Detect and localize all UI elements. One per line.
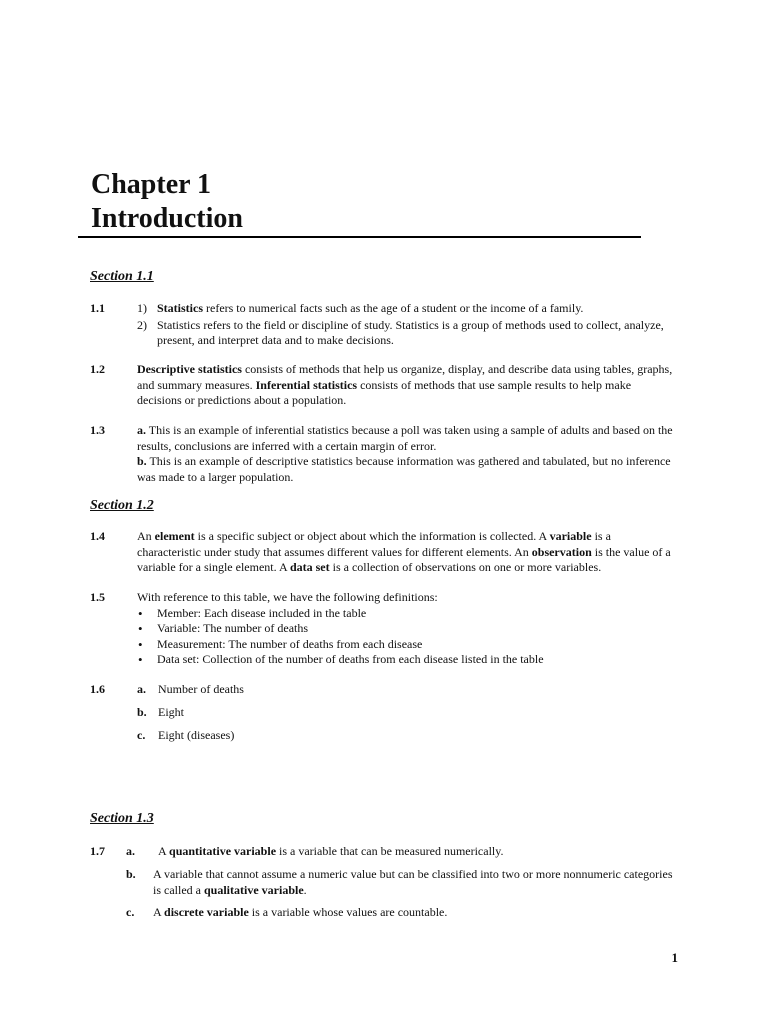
part-label: a. (126, 844, 135, 858)
part-label: a. (137, 423, 146, 437)
term-quantitative-variable: quantitative variable (169, 844, 277, 858)
text-run: consists of methods that help us organize, display, and describe data using tables, graphs, and summary measures. (137, 362, 673, 392)
exercise-number-1-4: 1.4 (90, 529, 105, 543)
exercise-1-5-body (137, 590, 677, 668)
list-item (137, 301, 677, 317)
bullet-icon: • (138, 636, 143, 652)
bullet-icon: • (138, 605, 143, 621)
exercise-1-1-body (137, 301, 677, 350)
term-descriptive-statistics: Descriptive statistics (137, 362, 242, 376)
list-item (137, 621, 677, 637)
item-text: Variable: The number of deaths (157, 621, 309, 635)
item-text: Member: Each disease included in the table (157, 605, 367, 620)
exercise-1-2-body (137, 362, 677, 409)
chapter-heading (91, 168, 243, 236)
part-label: a. (137, 682, 146, 696)
section-heading-1-2: Section 1.2 (90, 498, 154, 513)
list-item (137, 652, 677, 668)
term-statistics: Statistics (157, 301, 203, 315)
text-run: An (137, 529, 155, 543)
exercise-1-6-part-a (137, 682, 244, 698)
text-run: A variable that cannot assume a numeric value but can be classified into two or more nonnumeric categories is called a (153, 867, 673, 897)
exercise-number-1-3: 1.3 (90, 423, 105, 437)
item-text: Data set: Collection of the number of deaths from each disease listed in the table (157, 652, 544, 666)
exercise-number-1-2: 1.2 (90, 362, 105, 376)
part-label: c. (137, 728, 146, 742)
page-number: 1 (671, 950, 678, 965)
text-run: A (153, 905, 165, 919)
item-text: Statistics refers to the field or discipline of study. Statistics is a group of methods used to collect, analyze, present, and interpret data and to make decisions. (157, 317, 664, 347)
section-heading-1-1: Section 1.1 (90, 269, 154, 284)
part-text: Eight (diseases) (158, 728, 235, 742)
chapter-number: Chapter 1 (91, 169, 212, 200)
term-discrete-variable: discrete variable (164, 905, 249, 919)
part-label: b. (137, 705, 147, 719)
part-b (137, 454, 677, 485)
text-run: A (158, 844, 170, 858)
text-run: . (303, 882, 307, 897)
exercise-number-1-6: 1.6 (90, 682, 105, 696)
item-text: Measurement: The number of deaths from each disease (157, 636, 423, 651)
part-text: Eight (158, 705, 184, 719)
exercise-intro: With reference to this table, we have the following definitions: (137, 590, 438, 604)
text-run: is a characteristic under study that assumes different values for different elements. An (137, 529, 611, 559)
bullet-icon: • (138, 621, 143, 636)
exercise-number-1-7: 1.7 (90, 844, 105, 858)
list-marker: 1) (137, 301, 147, 315)
chapter-title: Introduction (91, 203, 243, 234)
text-run: is a specific subject or object about which the information is collected. A (194, 529, 550, 543)
section-heading-1-3: Section 1.3 (90, 811, 154, 826)
exercise-1-7-part-c (153, 905, 673, 921)
term-data-set: data set (289, 560, 330, 574)
exercise-1-7-part-b (153, 867, 673, 898)
bullet-icon: • (138, 652, 143, 667)
part-text: Number of deaths (158, 682, 244, 696)
term-inferential-statistics: Inferential statistics (255, 377, 358, 392)
part-a (137, 423, 677, 454)
text-run: is a variable whose values are countable. (248, 905, 448, 919)
part-label: b. (137, 454, 147, 468)
item-text: refers to numerical facts such as the age of a student or the income of a family. (203, 301, 584, 315)
part-label: b. (126, 867, 136, 881)
part-label: c. (126, 905, 135, 919)
term-element: element (154, 529, 195, 543)
text-run: is the value of a variable for a single element. A (137, 544, 671, 574)
text-run: is a collection of observations on one or more variables. (329, 560, 602, 574)
exercise-number-1-5: 1.5 (90, 590, 105, 604)
term-observation: observation (531, 544, 592, 559)
heading-rule (78, 236, 641, 238)
part-text: This is an example of descriptive statistics because information was gathered and tabulated, but no inference was made to a larger population. (137, 454, 671, 484)
list-item (137, 318, 677, 349)
text-run: is a variable that can be measured numerically. (276, 844, 504, 858)
exercise-1-6-part-c (137, 728, 235, 744)
list-item (137, 606, 677, 622)
term-qualitative-variable: qualitative variable (203, 882, 304, 897)
exercise-1-3-body (137, 423, 677, 485)
exercise-1-6-part-b (137, 705, 184, 721)
list-item (137, 637, 677, 653)
list-marker: 2) (137, 317, 147, 332)
part-text: This is an example of inferential statistics because a poll was taken using a sample of adults and based on the results, conclusions are inferred with a certain margin of error. (137, 423, 673, 453)
exercise-1-7-part-a (158, 844, 678, 860)
exercise-number-1-1: 1.1 (90, 301, 105, 315)
term-variable: variable (549, 529, 592, 543)
exercise-1-4-body (137, 529, 677, 576)
text-run: consists of methods that use sample results to help make decisions or predictions about a population. (137, 377, 632, 407)
